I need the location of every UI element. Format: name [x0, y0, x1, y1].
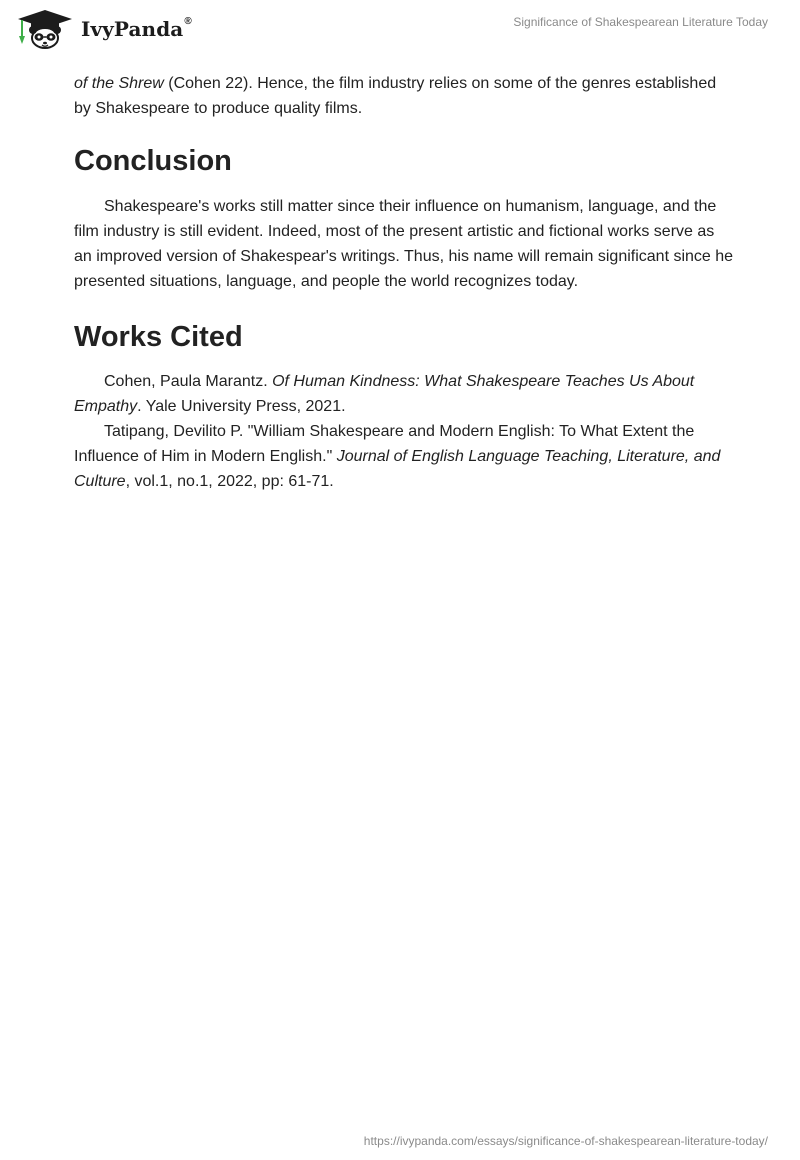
citation-italic-title: Journal of English Language Teaching, Literature, and Culture [74, 448, 721, 490]
intro-italic-title: of the Shrew [74, 75, 164, 92]
ivypanda-logo[interactable] [14, 8, 192, 50]
works-cited-heading: Works Cited [74, 321, 243, 353]
citation-item: Cohen, Paula Marantz. Of Human Kindness: What Shakespeare Teaches Us About Empathy. Yale University Press, 2021. [74, 373, 695, 415]
panda-graduation-cap-icon [14, 8, 76, 50]
intro-text: (Cohen 22). Hence, the film industry relies on some of the genres established by Shakespeare to produce quality films. [74, 75, 717, 117]
brand-name: IvyPanda® [81, 16, 192, 41]
conclusion-heading: Conclusion [74, 145, 232, 177]
page-header [0, 0, 800, 60]
citation-item: Tatipang, Devilito P. "William Shakespeare and Modern English: To What Extent the Influence of Him in Modern English." Journal of English Language Teaching, Literature, and Culture, vol.1, no.1, 2022, pp: 61-71. [74, 423, 721, 490]
intro-paragraph [74, 71, 734, 121]
citation-italic-title: Of Human Kindness: What Shakespeare Teaches Us About Empathy [74, 373, 695, 415]
registered-mark: ® [184, 16, 192, 28]
essay-content [74, 71, 734, 494]
document-title: Significance of Shakespearean Literature Today [513, 15, 768, 29]
conclusion-paragraph: Shakespeare's works still matter since their influence on humanism, language, and the film industry is still evident. Indeed, most of the present artistic and fictional works serve as an improved version of Shakespear's writings. Thus, his name will remain significant since he presented situations, language, and people the world recognizes today. [74, 198, 734, 290]
source-url-link[interactable]: https://ivypanda.com/essays/significance-of-shakespearean-literature-today/ [363, 1134, 768, 1148]
